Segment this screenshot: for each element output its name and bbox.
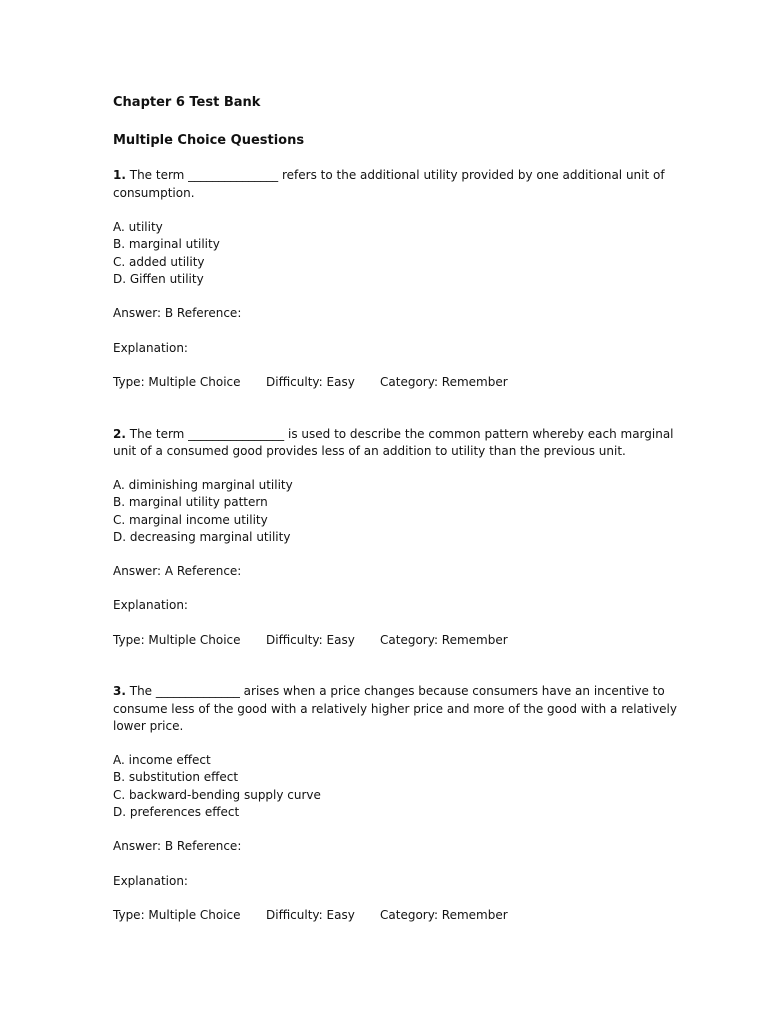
- page-title: Chapter 6 Test Bank: [113, 95, 261, 110]
- question-3-stem-line-2: consume less of the good with a relatively higher price and more of the good with a relatively: [113, 702, 677, 716]
- question-3-option-d: D. preferences effect: [113, 805, 240, 819]
- question-1-difficulty: Difficulty: Easy: [266, 375, 355, 389]
- question-1-type: Type: Multiple Choice: [113, 375, 241, 389]
- question-2-stem-text: The term ________________ is used to describe the common pattern whereby each marginal: [125, 427, 674, 441]
- question-1-option-b: B. marginal utility: [113, 237, 220, 251]
- question-3-stem-line-3: lower price.: [113, 719, 184, 733]
- question-3-answer: Answer: B Reference:: [113, 839, 242, 853]
- question-2-answer: Answer: A Reference:: [113, 564, 242, 578]
- question-1-stem-line-1: [113, 167, 665, 184]
- question-2-category: Category: Remember: [380, 633, 508, 647]
- question-3-difficulty: Difficulty: Easy: [266, 908, 355, 922]
- question-3-option-c: C. backward-bending supply curve: [113, 788, 321, 802]
- section-heading: Multiple Choice Questions: [113, 133, 305, 148]
- question-2-difficulty: Difficulty: Easy: [266, 633, 355, 647]
- question-3-option-a: A. income effect: [113, 753, 211, 767]
- question-2-option-b: B. marginal utility pattern: [113, 495, 268, 509]
- question-1-number: 1.: [113, 168, 126, 182]
- question-2-meta: [113, 632, 508, 649]
- question-2-explanation: Explanation:: [113, 598, 188, 612]
- question-1-meta: [113, 374, 508, 391]
- question-3-category: Category: Remember: [380, 908, 508, 922]
- question-1-category: Category: Remember: [380, 375, 508, 389]
- question-3-meta: [113, 907, 508, 924]
- question-1-option-d: D. Giffen utility: [113, 272, 204, 286]
- question-1-option-c: C. added utility: [113, 255, 205, 269]
- question-2-option-d: D. decreasing marginal utility: [113, 530, 291, 544]
- question-3-stem-line-1: [113, 683, 665, 700]
- question-2-option-a: A. diminishing marginal utility: [113, 478, 293, 492]
- question-1-answer: Answer: B Reference:: [113, 306, 242, 320]
- question-1-explanation: Explanation:: [113, 341, 188, 355]
- question-1-stem-line-2: consumption.: [113, 186, 195, 200]
- question-1-stem-text: The term _______________ refers to the additional utility provided by one additional unit of: [125, 168, 665, 182]
- question-3-option-b: B. substitution effect: [113, 770, 239, 784]
- question-2-option-c: C. marginal income utility: [113, 513, 268, 527]
- question-3-number: 3.: [113, 684, 126, 698]
- question-2-type: Type: Multiple Choice: [113, 633, 241, 647]
- question-2-stem-line-1: [113, 426, 674, 443]
- question-3-explanation: Explanation:: [113, 874, 188, 888]
- question-3-stem-text: The ______________ arises when a price changes because consumers have an incentive to: [125, 684, 665, 698]
- question-1-option-a: A. utility: [113, 220, 163, 234]
- question-2-stem-line-2: unit of a consumed good provides less of an addition to utility than the previous unit.: [113, 444, 626, 458]
- question-2-number: 2.: [113, 427, 126, 441]
- question-3-type: Type: Multiple Choice: [113, 908, 241, 922]
